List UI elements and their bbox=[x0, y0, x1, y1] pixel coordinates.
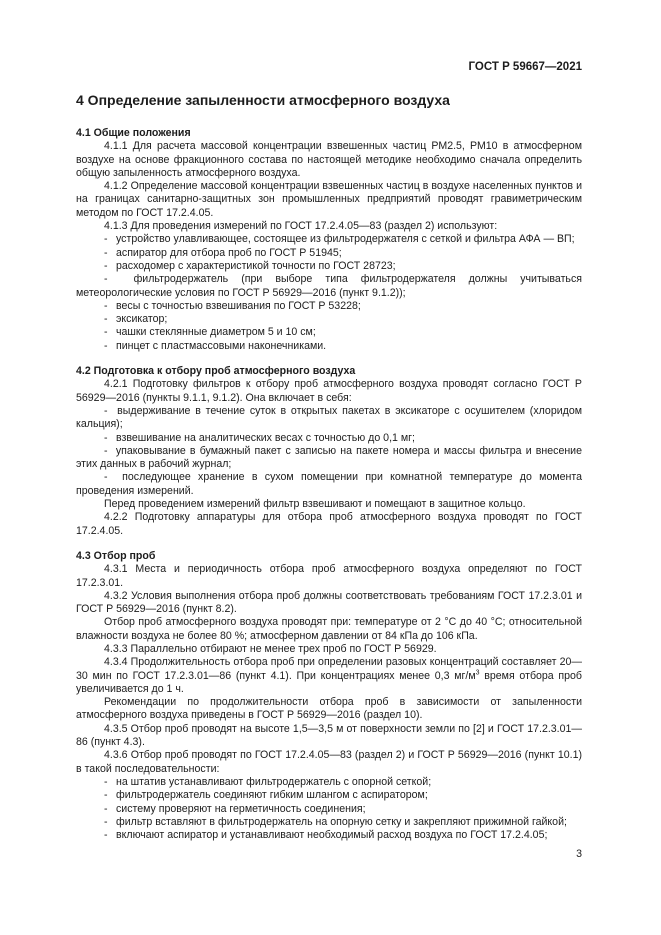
paragraph-4-3-3: 4.3.3 Параллельно отбирают не менее трех проб по ГОСТ Р 56929. bbox=[104, 642, 437, 655]
list-item: - фильтродержатель соединяют гибким шлангом с аспиратором; bbox=[104, 789, 428, 802]
page-number: 3 bbox=[576, 848, 582, 860]
list-item: - аспиратор для отбора проб по ГОСТ Р 51945; bbox=[104, 246, 342, 259]
paragraph-4-3-2-conditions: Отбор проб атмосферного воздуха проводят при: температуре от 2 °С до 40 °С; относительной влажности воздуха не более 80 %; атмосферном давлении от 84 кПа до 106 кПа. bbox=[76, 616, 582, 642]
subsection-title-4-2: 4.2 Подготовка к отбору проб атмосферного воздуха bbox=[76, 365, 356, 378]
list-item: - чашки стеклянные диаметром 5 и 10 см; bbox=[104, 326, 316, 339]
paragraph-4-3-4-recommendations: Рекомендации по продолжительности отбора проб в зависимости от запыленности атмосферного воздуха приведены в ГОСТ Р 56929—2016 (раздел 10). bbox=[76, 696, 582, 722]
list-item: - пинцет с пластмассовыми наконечниками. bbox=[104, 339, 327, 352]
paragraph-4-2-1: 4.2.1 Подготовку фильтров к отбору проб атмосферного воздуха проводят согласно ГОСТ Р 56929—2016 (пункты 9.1.1, 9.1.2). Она включает в себя: bbox=[76, 378, 582, 404]
paragraph-4-1-1: 4.1.1 Для расчета массовой концентрации взвешенных частиц РМ2.5, РМ10 в атмосферном воздухе на основе фракционного состава по настоящей методике необходимо сначала определить общую запыленность атмосферного воздуха. bbox=[76, 140, 582, 179]
paragraph-4-3-6: 4.3.6 Отбор проб проводят по ГОСТ 17.2.4.05—83 (раздел 2) и ГОСТ Р 56929—2016 (пункт 10.1) в такой последовательности: bbox=[76, 749, 582, 775]
paragraph-4-3-1: 4.3.1 Места и периодичность отбора проб атмосферного воздуха определяют по ГОСТ 17.2.3.01. bbox=[76, 563, 582, 589]
list-item: - систему проверяют на герметичность соединения; bbox=[104, 802, 366, 815]
standard-header: ГОСТ Р 59667—2021 bbox=[468, 61, 582, 73]
list-item: - эксикатор; bbox=[104, 313, 168, 326]
list-item: - включают аспиратор и устанавливают необходимый расход воздуха по ГОСТ 17.2.4.05; bbox=[104, 829, 548, 842]
subsection-title-4-1: 4.1 Общие положения bbox=[76, 127, 191, 139]
list-item: - выдерживание в течение суток в открытых пакетах в эксикаторе с осушителем (хлоридом кальция); bbox=[76, 404, 582, 431]
sampling-sequence-list bbox=[76, 776, 582, 842]
paragraph-4-1-2: 4.1.2 Определение массовой концентрации взвешенных частиц в воздухе населенных пунктов и на границах санитарно-защитных зон промышленных предприятий проводят гравиметрическим методом по ГОСТ 17.2.4.05. bbox=[76, 180, 582, 219]
list-item: - устройство улавливающее, состоящее из фильтродержателя с сеткой и фильтра АФА — ВП; bbox=[104, 233, 575, 246]
list-item: - расходомер с характеристикой точности по ГОСТ 28723; bbox=[104, 259, 396, 272]
list-item: - упаковывание в бумажный пакет с записью на пакете номера и массы фильтра и внесение этих данных в рабочий журнал; bbox=[76, 444, 582, 471]
paragraph-4-3-4: 4.3.4 Продолжительность отбора проб при определении разовых концентраций составляет 20—30 мин по ГОСТ 17.2.3.01—86 (пункт 4.1). При концентрациях менее 0,3 $мг/м^3$ время отбора проб увеличивается до 1 ч. bbox=[76, 656, 583, 695]
list-item: - фильтр вставляют в фильтродержатель на опорную сетку и закрепляют прижимной гайкой; bbox=[104, 815, 567, 828]
list-item: - на штатив устанавливают фильтродержатель с опорной сеткой; bbox=[104, 775, 432, 788]
list-item: - фильтродержатель (при выборе типа фильтродержателя должны учитываться метеорологические условия по ГОСТ Р 56929—2016 (пункт 9.1.2)); bbox=[76, 273, 582, 299]
list-item: - весы с точностью взвешивания по ГОСТ Р 53228; bbox=[104, 299, 361, 312]
list-item: - взвешивание на аналитических весах с точностью до 0,1 мг; bbox=[104, 431, 415, 444]
subsection-title-4-3: 4.3 Отбор проб bbox=[76, 549, 156, 562]
paragraph-4-1-3: 4.1.3 Для проведения измерений по ГОСТ 17.2.4.05—83 (раздел 2) используют: bbox=[104, 220, 498, 233]
list-item: - последующее хранение в сухом помещении при комнатной температуре до момента проведения измерений. bbox=[76, 471, 582, 497]
paragraph-4-2-2: 4.2.2 Подготовку аппаратуры для отбора проб атмосферного воздуха проводят по ГОСТ 17.2.4.05. bbox=[76, 511, 582, 537]
paragraph-4-3-2: 4.3.2 Условия выполнения отбора проб должны соответствовать требованиям ГОСТ 17.2.3.01 и ГОСТ Р 56929—2016 (пункт 8.2). bbox=[76, 589, 582, 616]
section-title: 4 Определение запыленности атмосферного воздуха bbox=[76, 92, 450, 108]
document-body bbox=[76, 127, 582, 842]
equipment-list bbox=[76, 233, 582, 353]
paragraph-4-2-1-note: Перед проведением измерений фильтр взвешивают и помещают в защитное кольцо. bbox=[104, 498, 526, 511]
paragraph-4-3-5: 4.3.5 Отбор проб проводят на высоте 1,5—3,5 м от поверхности земли по [2] и ГОСТ 17.2.3.01—86 (пункт 4.3). bbox=[76, 722, 582, 749]
preparation-list bbox=[76, 405, 582, 498]
